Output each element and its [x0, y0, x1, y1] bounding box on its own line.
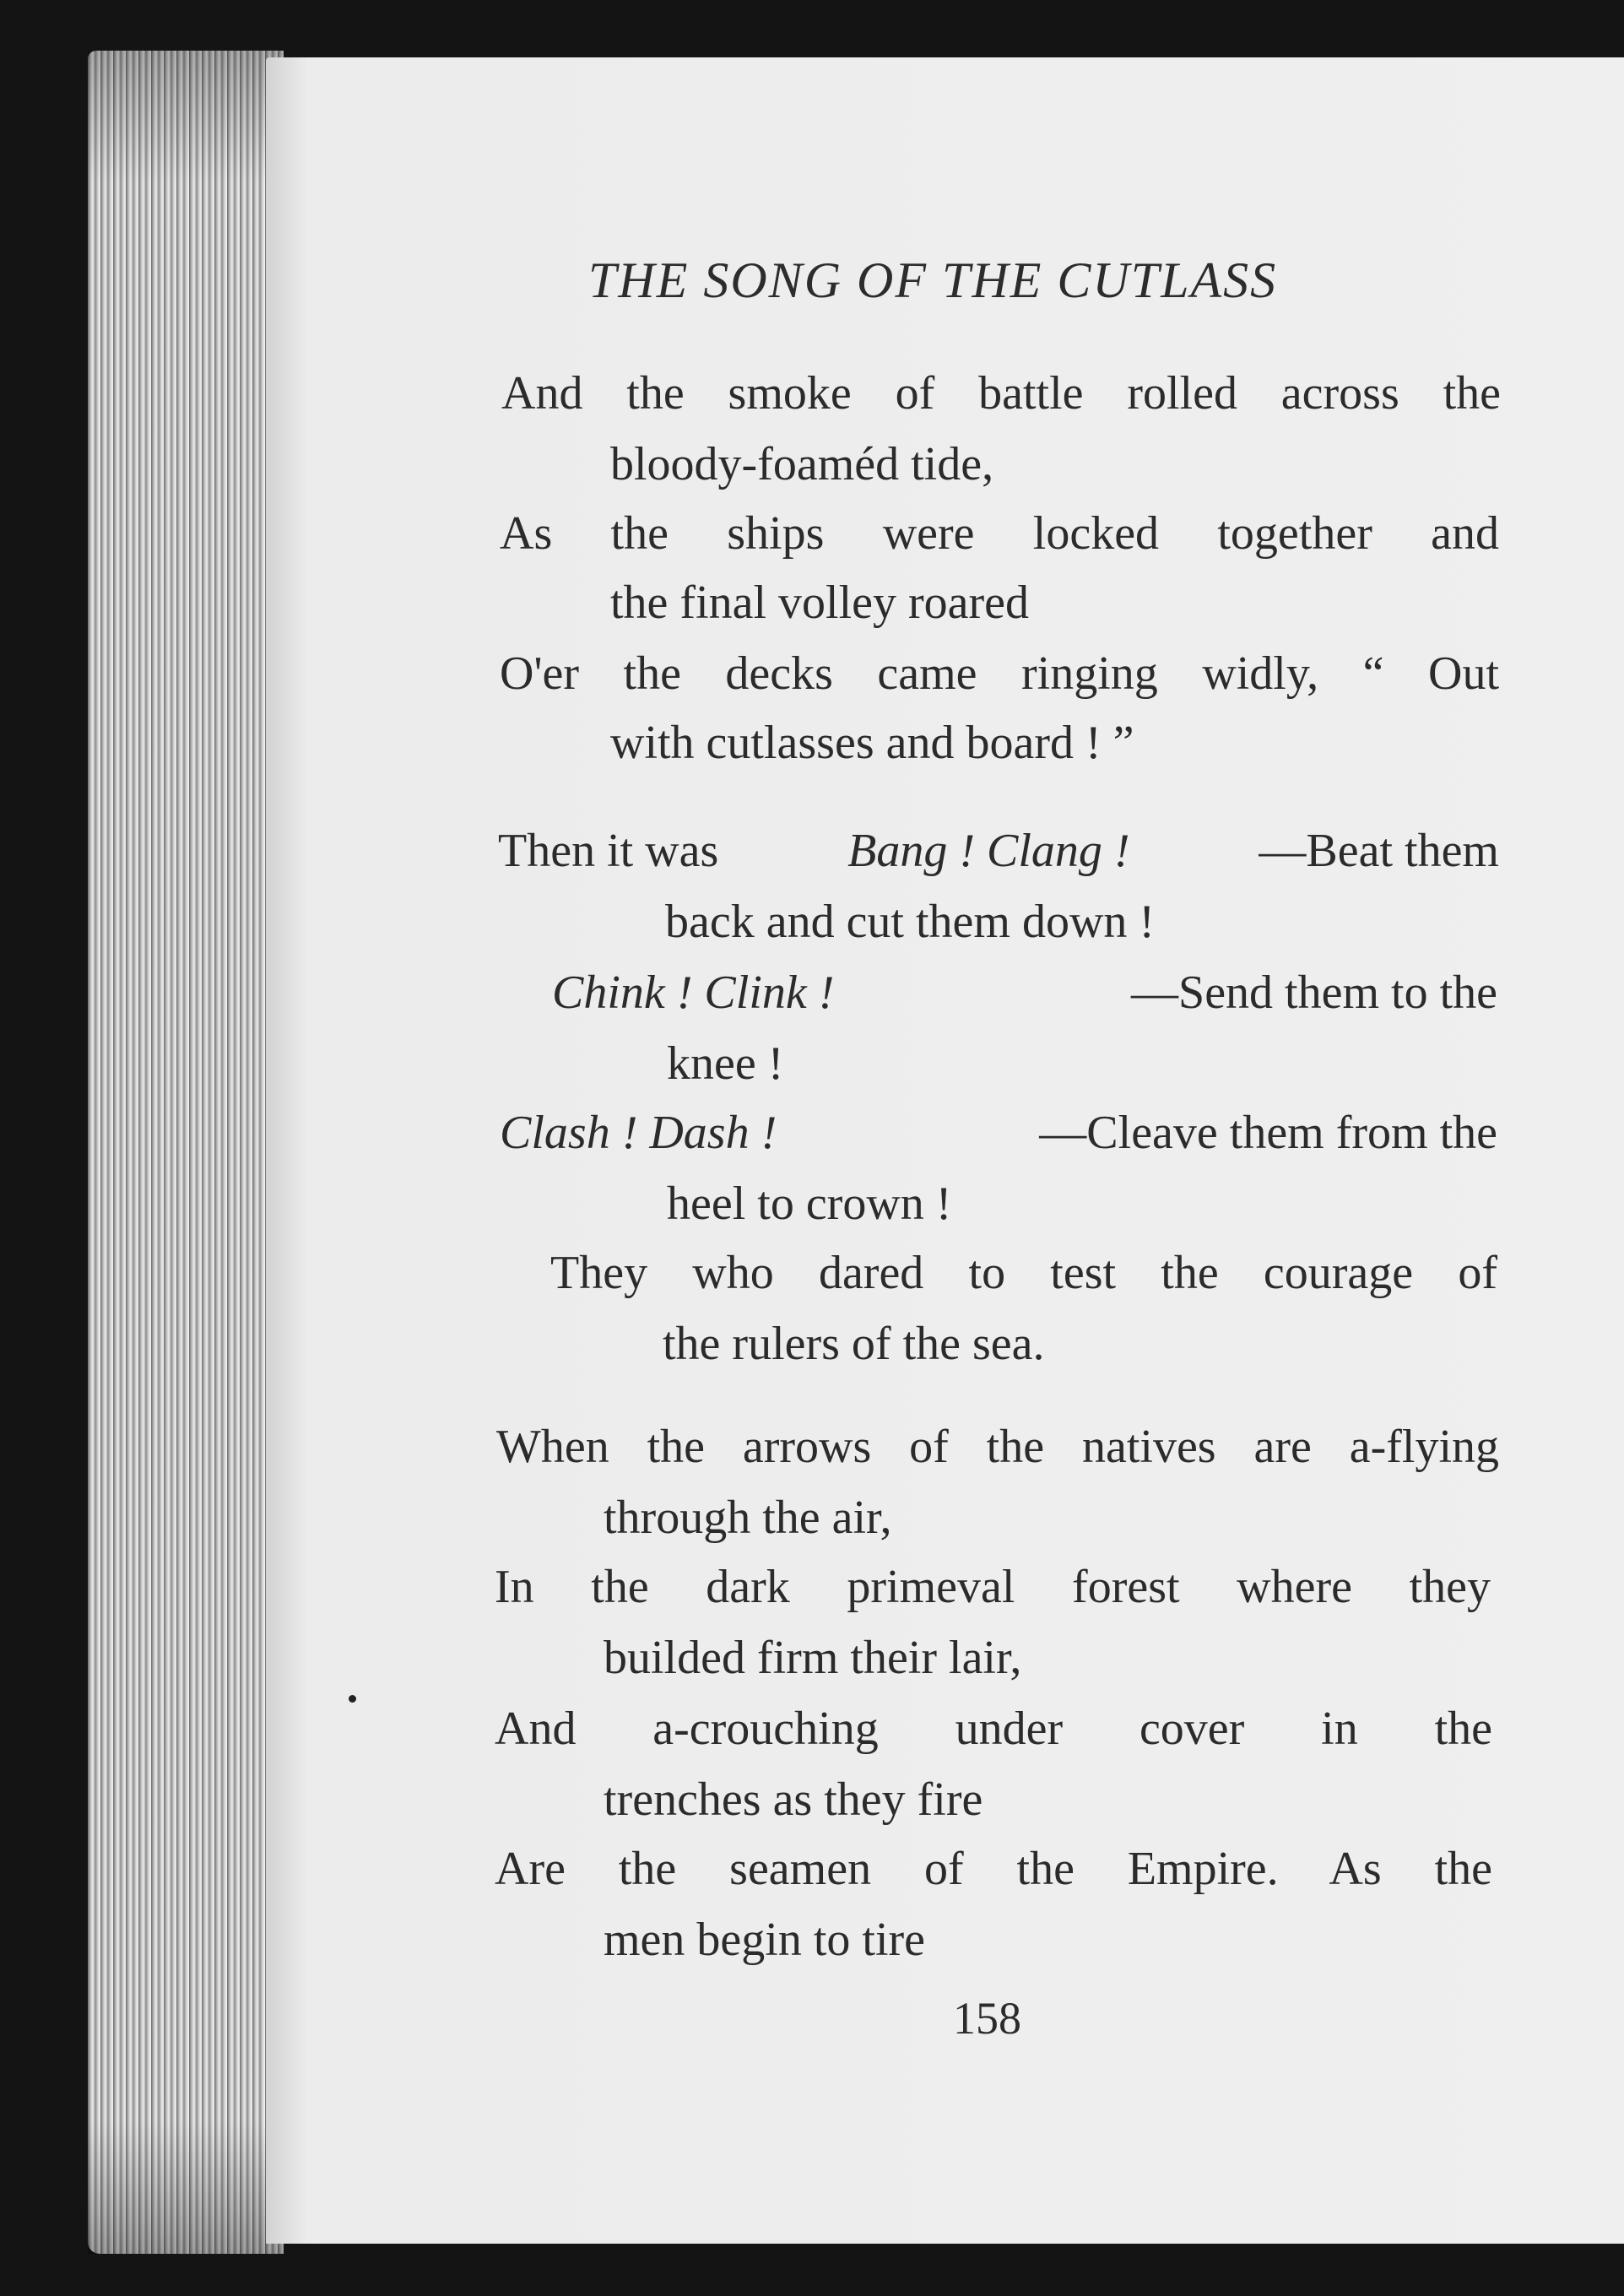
verse-line [500, 1107, 1497, 1159]
ink-speck [349, 1695, 356, 1703]
verse-line: men begin to tire [604, 1914, 926, 1966]
verse-exclamation: Clash ! Dash ! [500, 1107, 777, 1159]
verse-line: In the dark primeval forest where they [495, 1561, 1491, 1613]
verse-line: Are the seamen of the Empire. As the [495, 1843, 1492, 1895]
verse-line: back and cut them down ! [665, 896, 1156, 948]
verse-line [498, 827, 1499, 875]
verse-line: builded firm their lair, [604, 1632, 1022, 1684]
verse-line: the final volley roared [610, 577, 1030, 629]
verse-text: —Beat them [1259, 825, 1499, 877]
verse-line: They who dared to test the courage of [550, 1247, 1497, 1299]
verse-line: bloody-foaméd tide, [610, 438, 994, 490]
page-edges [88, 51, 284, 2254]
verse-line [552, 967, 1497, 1019]
verse-line: knee ! [667, 1037, 784, 1090]
verse-line: And a-crouching under cover in the [495, 1703, 1492, 1755]
verse-line: trenches as they fire [604, 1773, 983, 1826]
verse-text: Then it was [498, 825, 719, 877]
verse-line: And the smoke of battle rolled across the [501, 367, 1501, 420]
verse-line: As the ships were locked together and [500, 507, 1499, 560]
verse-exclamation: Bang ! Clang ! [847, 825, 1130, 877]
verse-exclamation: Chink ! Clink ! [552, 967, 835, 1019]
verse-line: with cutlasses and board ! ” [610, 717, 1134, 769]
verse-line: O'er the decks came ringing widly, “ Out [500, 647, 1499, 700]
verse-line: heel to crown ! [667, 1178, 952, 1230]
verse-line: When the arrows of the natives are a-flying [496, 1421, 1499, 1473]
verse-line: the rulers of the sea. [663, 1318, 1045, 1370]
page-number: 158 [953, 1993, 1021, 2044]
verse-text: —Cleave them from the [1039, 1107, 1497, 1159]
verse-text: —Send them to the [1131, 967, 1497, 1019]
running-head: THE SONG OF THE CUTLASS [588, 252, 1278, 308]
verse-line: through the air, [604, 1492, 892, 1544]
